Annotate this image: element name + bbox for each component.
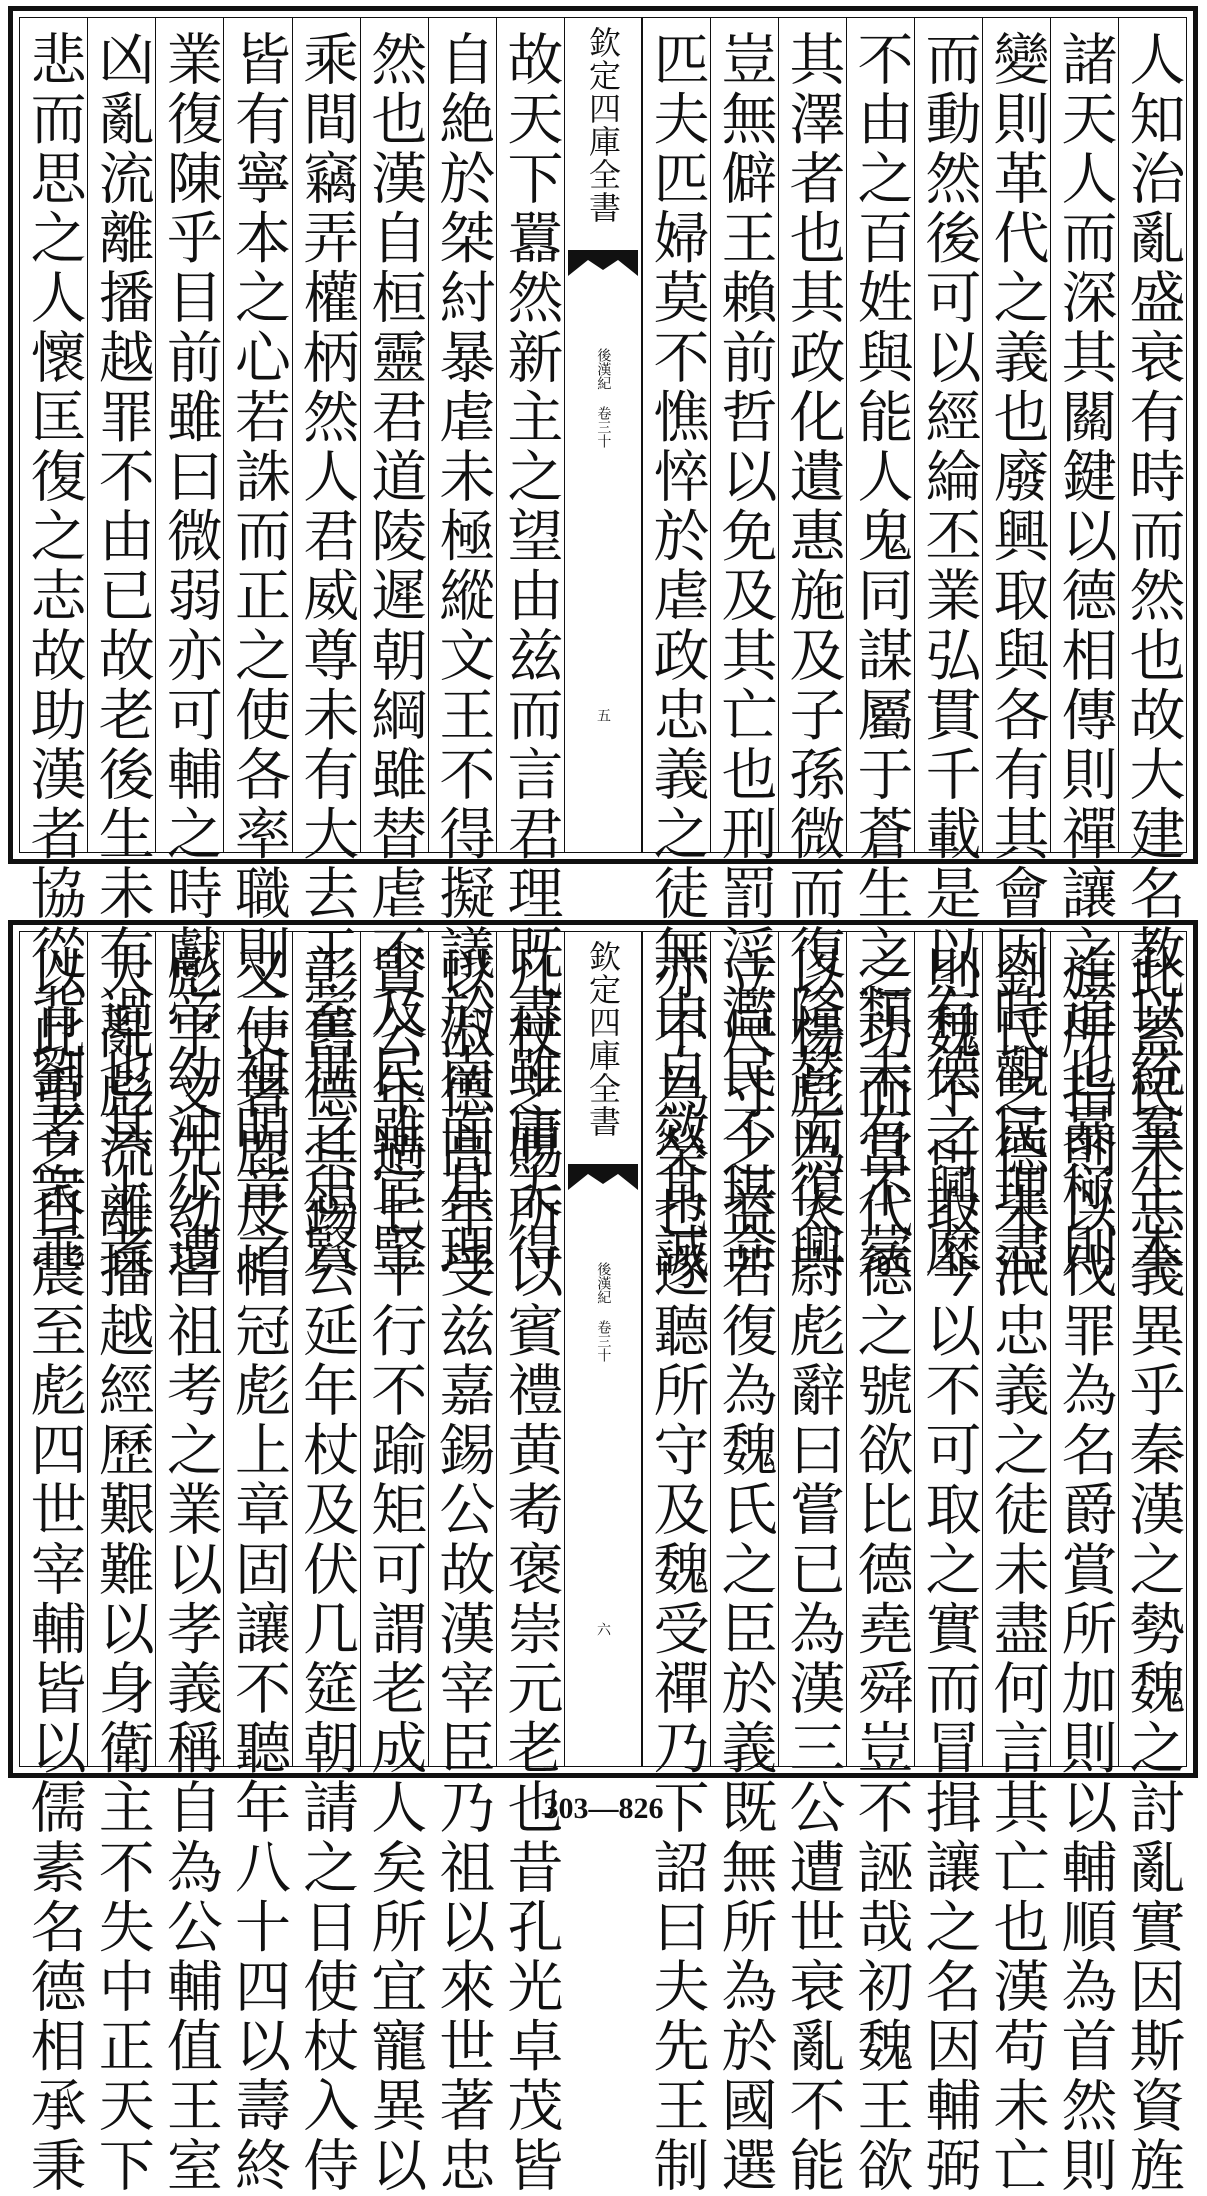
text-column: 諸天人而深其關鍵以德相傳則禪讓之道也暴極則 — [1050, 18, 1118, 852]
text-column: 故天下囂然新主之望由兹而言君理既盡雖庸夫得 — [496, 18, 564, 852]
text-column: 變則革代之義也廢興取與各有其會因時觀民理盡 — [982, 18, 1050, 852]
text-column: 匹夫匹婦莫不憔悴於虐政忠義之徒無由自效其誠 — [642, 18, 710, 852]
text-column: 則魏不可取今以不可取之實而冒揖讓之名因輔弼 — [914, 932, 982, 1766]
right-half-columns — [642, 18, 1186, 1282]
text-column: 大亂彪流離播越經歷艱難以身衛主不失中正天下 — [87, 932, 155, 1766]
chapter-label: 後漢紀 卷三十 — [595, 1262, 612, 1362]
book-title: 欽定四庫全書 — [584, 940, 622, 1138]
right-half-columns — [642, 932, 1186, 2196]
top-folio — [8, 6, 1198, 1282]
text-column: 不由之百姓與能人鬼同謀屬于蒼生之類未有不蒙 — [846, 18, 914, 852]
text-frame — [19, 17, 1187, 1282]
text-column: 旗所指則以伐罪為名爵賞所加則以輔順為首然則 — [1050, 932, 1118, 1766]
text-column: 又使著鹿皮帽冠彪上章固讓不聽年八十四以壽終 — [223, 932, 291, 1766]
text-column: 劉氏之德未泯忠義之徒未盡何言其亡也漢苟未亡 — [982, 932, 1050, 1766]
text-column: 彰舊德其錫公延年杖及伏几筵朝請之日使杖入侍 — [292, 932, 360, 1766]
text-column: 立尺寸之益若復為魏氏之臣於義既無所為於國選 — [710, 932, 778, 1766]
text-column: 悲而思之人懷匡復之志故助漢者協從背劉者衆乖 — [21, 30, 87, 1282]
text-column: 人知治亂盛衰有時而然也故大建名教以統羣生本 — [1118, 18, 1186, 852]
text-column: 几杖之賜所以賓禮黄耇褒崇元老也昔孔光卓茂皆 — [496, 932, 564, 1766]
text-column: 賢公年過七十行不踰矩可謂老成人矣所宜寵異以 — [360, 932, 428, 1766]
fish-tail-mark-icon — [568, 250, 638, 276]
text-column: 之功而當代德之號欲比德堯舜豈不誣哉初魏王欲 — [846, 932, 914, 1766]
text-column: 凶亂流離播越罪不由已故老後生未有過也其上者 — [87, 18, 155, 852]
text-column: 以此重之自震至彪四世宰輔皆以儒素名德相承秉 — [21, 944, 87, 2196]
leaf-number: 六 — [595, 1622, 611, 1636]
fish-tail-mark-icon — [568, 1164, 638, 1190]
left-half-columns — [20, 18, 564, 1282]
text-column: 亦不為榮也遂聽所守及魏受禪乃下詔曰夫先王制 — [642, 932, 710, 1766]
text-column: 然也漢自桓靈君道陵遲朝綱雖替虐不及民雖宦豎 — [360, 18, 428, 852]
center-margin — [564, 932, 642, 1766]
center-margin — [564, 18, 642, 852]
text-column: 以楊彪為太尉彪辭曰嘗已為漢三公遭世衰亂不能 — [778, 932, 846, 1766]
text-column: 乘間竊弄權柄然人君威尊未有大去王室世之忠賢 — [292, 18, 360, 852]
volume-page-number: 303—826 — [543, 1792, 664, 1825]
text-column: 而動然後可以經綸丕業弘貫千載是以有德之興靡 — [914, 18, 982, 852]
text-column: 此蓋民未忘義異乎秦漢之勢魏之討亂實因斯資旌 — [1118, 932, 1186, 1766]
text-column: 彪字文先幼習祖考之業以孝義稱自為公輔值王室 — [155, 932, 223, 1766]
text-column: 其澤者也其政化遺惠施及子孫微而復隆替而復興 — [778, 18, 846, 852]
leaf-number: 五 — [595, 708, 611, 722]
left-half-columns — [20, 932, 564, 2196]
text-column: 自絶於桀紂暴虐未極縱文王不得擬議於南面其理 — [428, 18, 496, 852]
book-title: 欽定四庫全書 — [584, 26, 622, 224]
text-column: 業復陳乎目前雖曰微弱亦可輔之時獻帝幼沖少遭 — [155, 18, 223, 852]
text-column: 豈無僻王賴前哲以免及其亡也刑罰淫濫民不堪命 — [710, 18, 778, 852]
text-column: 皆有寧本之心若誅而正之使各率職則二祖明章之 — [223, 18, 291, 852]
text-column: 以淑德高年受兹嘉錫公故漢宰臣乃祖以來世著忠 — [428, 932, 496, 1766]
chapter-label: 後漢紀 卷三十 — [595, 348, 612, 448]
